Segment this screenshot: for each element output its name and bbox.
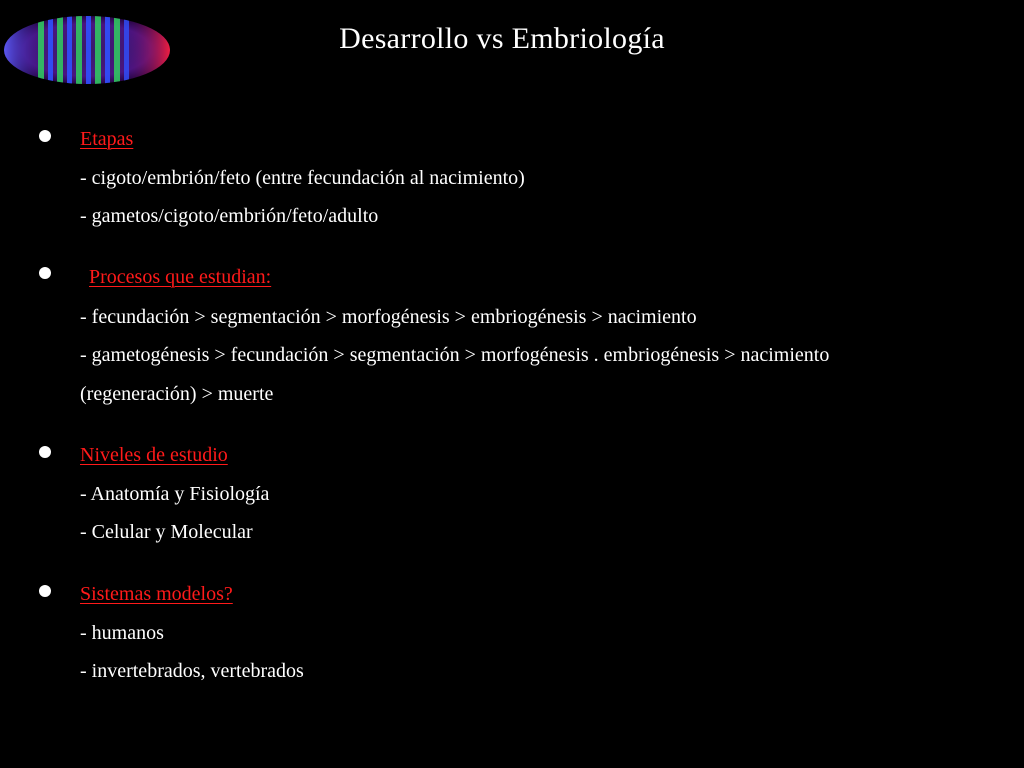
section-line: - cigoto/embrión/feto (entre fecundación al nacimiento) (80, 167, 525, 189)
bullet-dot (39, 585, 51, 597)
section-line: - gametos/cigoto/embrión/feto/adulto (80, 205, 379, 227)
section-heading: Etapas (80, 128, 134, 150)
section-line: - Celular y Molecular (80, 521, 253, 543)
section-line: - Anatomía y Fisiología (80, 483, 270, 505)
bullet-dot (39, 130, 51, 142)
section-line: - fecundación > segmentación > morfogénesis > embriogénesis > nacimiento (80, 306, 697, 328)
section-heading: Niveles de estudio (80, 444, 228, 466)
section-line: - invertebrados, vertebrados (80, 660, 304, 682)
slide-title: Desarrollo vs Embriología (339, 22, 665, 55)
section-line: - humanos (80, 622, 164, 644)
section-line: (regeneración) > muerte (80, 383, 274, 405)
bullet-dot (39, 446, 51, 458)
bullet-dot (39, 267, 51, 279)
section-heading: Procesos que estudian: (89, 266, 272, 288)
section-heading: Sistemas modelos? (80, 583, 233, 605)
section-line: - gametogénesis > fecundación > segmentación > morfogénesis . embriogénesis > nacimiento (80, 344, 830, 366)
